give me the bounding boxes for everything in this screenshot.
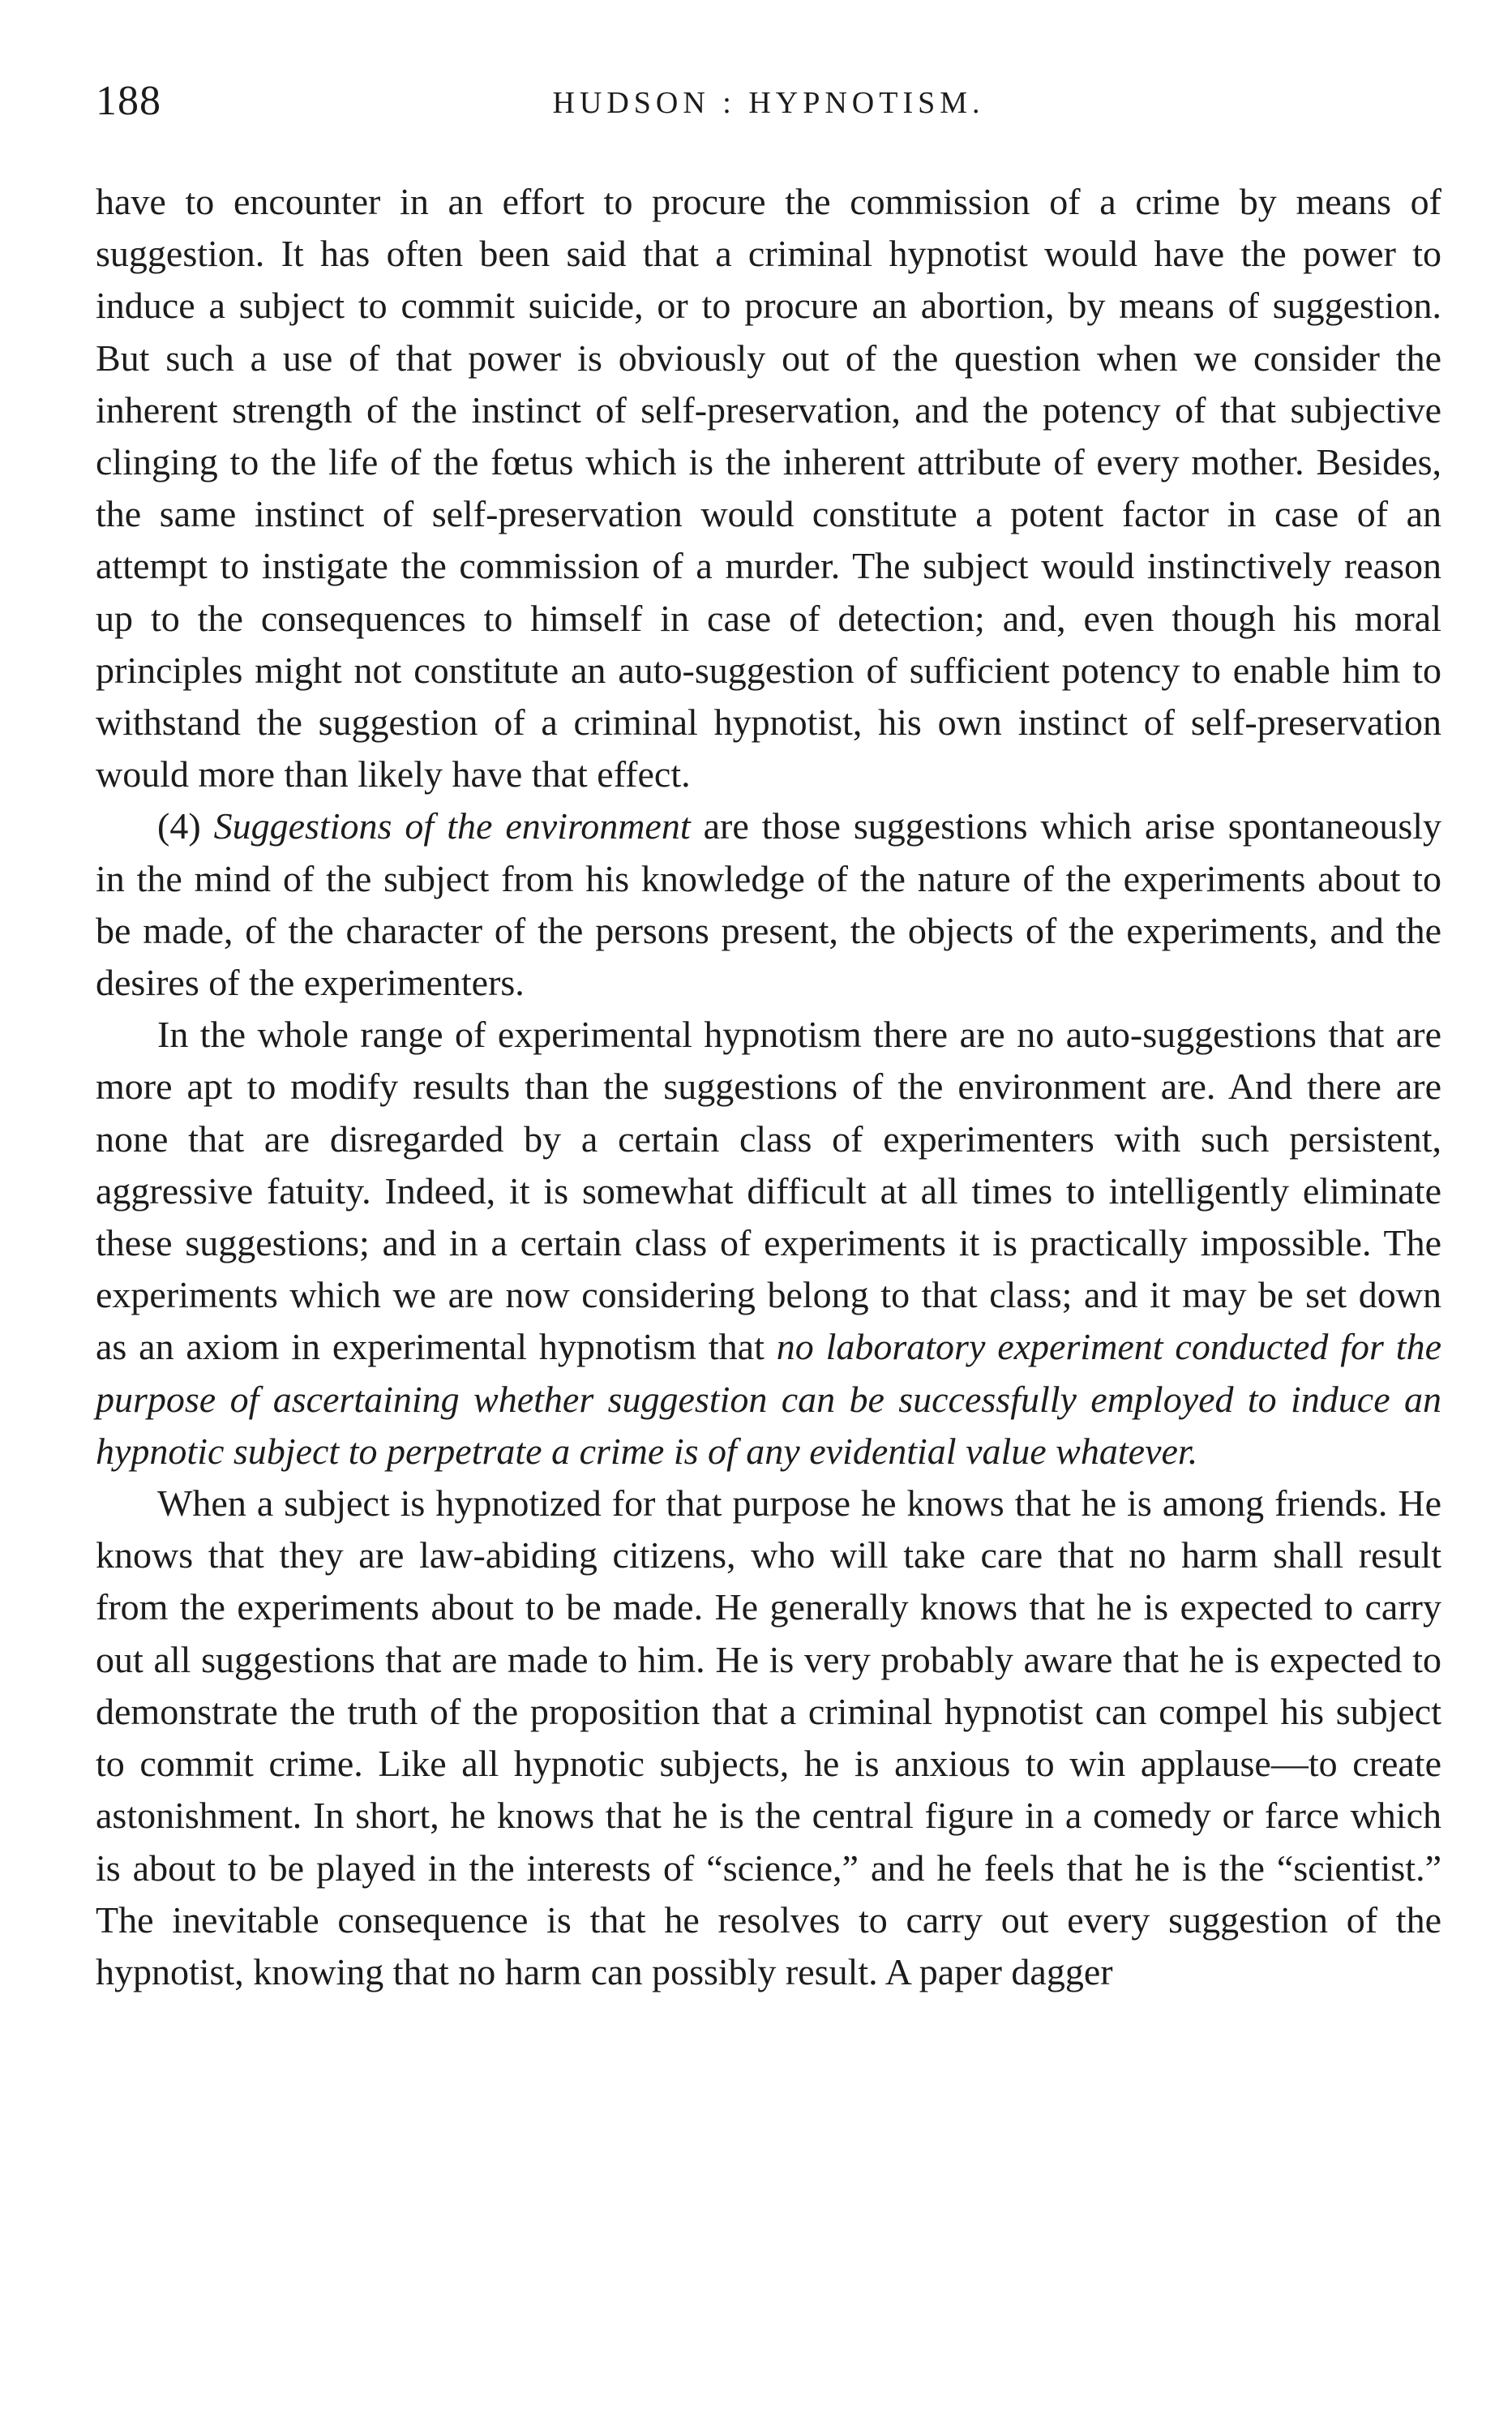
- paragraph-2-text: are those suggestions which arise spontaneously in the mind of the subject from his knowledge of the nature of the experiments about to be made, of the character of the persons present, the objects of the experiments, and the desires of the experimenters.: [96, 805, 1441, 1004]
- paragraph-2: [96, 800, 1441, 1009]
- paragraph-1-text: have to encounter in an effort to procure the commission of a crime by means of suggestion. It has often been said that a criminal hypnotist would have the power to induce a subject to commit suicide, or to procure an abortion, by means of suggestion. But such a use of that power is obviously out of the question when we consider the inherent strength of the instinct of self-preservation, and the potency of that subjective clinging to the life of the fœtus which is the inherent attribute of every mother. Besides, the same instinct of self-preservation would constitute a potent factor in case of an attempt to instigate the commission of a murder. The subject would instinctively reason up to the consequences to himself in case of detection; and, even though his moral principles might not constitute an auto-suggestion of sufficient potency to enable him to withstand the suggestion of a criminal hypnotist, his own instinct of self-preservation would more than likely have that effect.: [96, 181, 1441, 796]
- paragraph-2-lead: (4): [157, 805, 214, 847]
- paragraph-4-text: When a subject is hypnotized for that purpose he knows that he is among friends. He knows that they are law-abiding citizens, who will take care that no harm shall result from the experiments about to be made. He generally knows that he is expected to carry out all suggestions that are made to him. He is very probably aware that he is expected to demonstrate the truth of the proposition that a criminal hypnotist can compel his subject to commit crime. Like all hypnotic subjects, he is anxious to win applause—to create astonishment. In short, he knows that he is the central figure in a comedy or farce which is about to be played in the interests of “science,” and he feels that he is the “scientist.” The inevitable consequence is that he resolves to carry out every suggestion of the hypnotist, knowing that no harm can possibly result. A paper dagger: [96, 1482, 1441, 1992]
- body-text: [96, 176, 1441, 1998]
- paragraph-3: [96, 1009, 1441, 1478]
- paragraph-3-italic-axiom: no laboratory experiment conducted for the purpose of ascertaining whether suggestion can be successfully employed to induce an hypnotic subject to perpetrate a crime is of any evidential value whatever.: [96, 1326, 1441, 1472]
- running-head: [96, 77, 1441, 142]
- paragraph-4: [96, 1478, 1441, 1998]
- running-title: HUDSON : HYPNOTISM.: [552, 86, 985, 120]
- paragraph-3-text: In the whole range of experimental hypnotism there are no auto-suggestions that are more apt to modify results than the suggestions of the environment are. And there are none that are disregarded by a certain class of experimenters with such persistent, aggressive fatuity. Indeed, it is somewhat difficult at all times to intelligently eliminate these suggestions; and in a certain class of experiments it is practically impossible. The experiments which we are now considering belong to that class; and it may be set down as an axiom in experimental hypnotism that: [96, 1014, 1441, 1368]
- page-number: 188: [96, 78, 161, 124]
- paragraph-2-italic-term: Suggestions of the environment: [213, 805, 691, 847]
- paragraph-1: [96, 176, 1441, 800]
- book-page: [96, 77, 1441, 1998]
